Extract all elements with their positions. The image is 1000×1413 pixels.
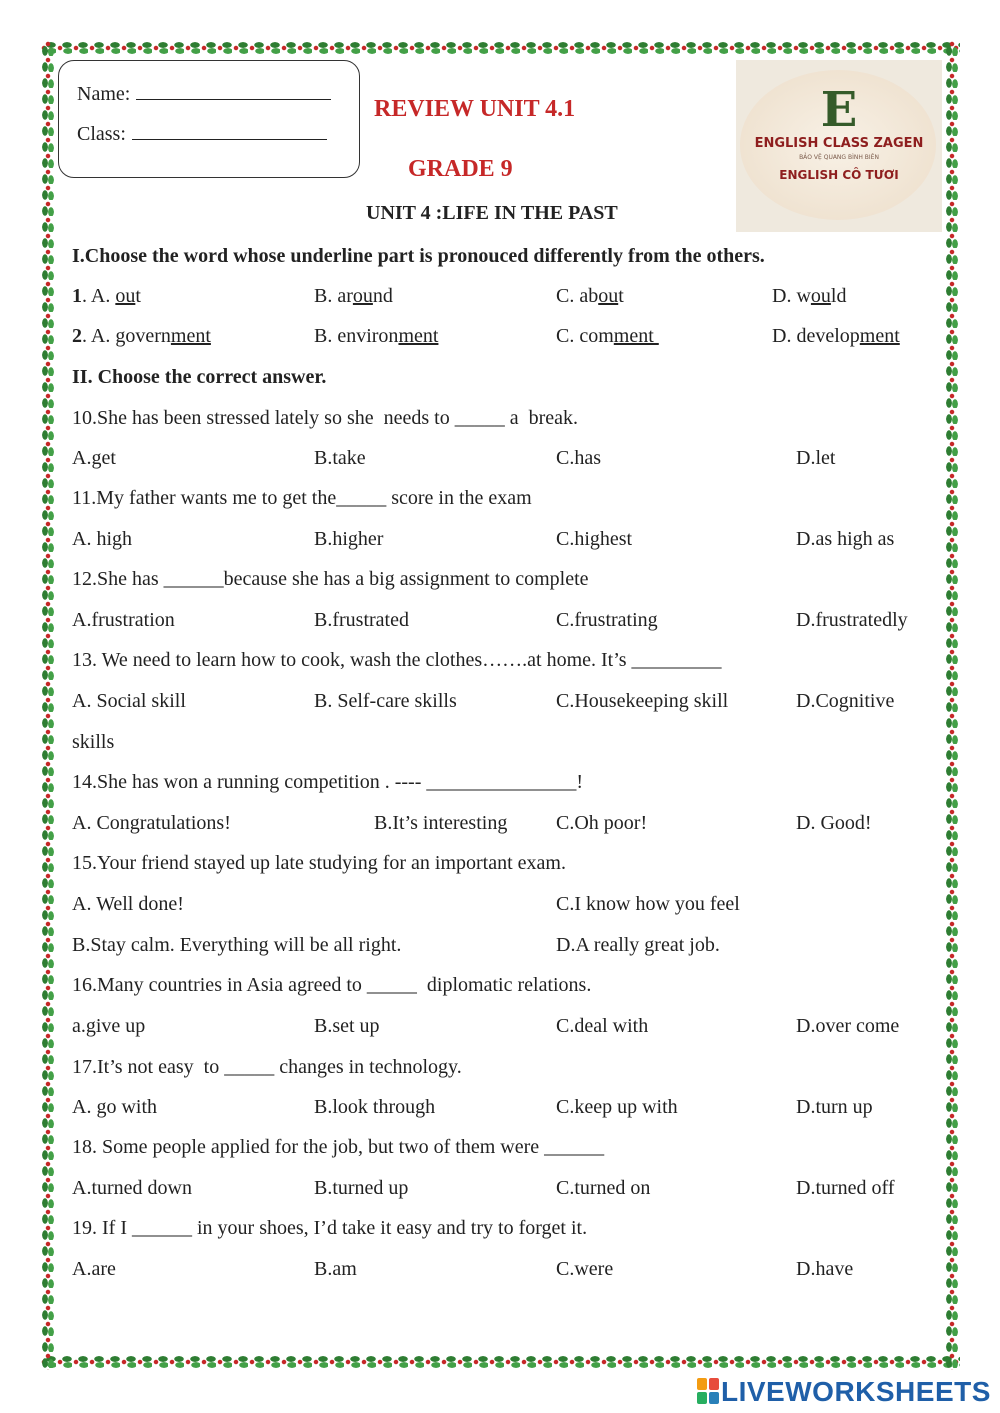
q18-option-d[interactable]: D.turned off <box>796 1177 895 1199</box>
name-field <box>77 81 331 106</box>
q2-c-underline: ment <box>613 325 659 347</box>
q1-a-post: t <box>135 285 141 307</box>
q12-option-c[interactable]: C.frustrating <box>556 609 658 631</box>
q12-stem: 12.She has ______because she has a big assignment to complete <box>72 568 589 590</box>
q1-option-b[interactable] <box>314 284 393 308</box>
q17-option-a[interactable]: A. go with <box>72 1096 157 1118</box>
q15-option-d[interactable]: D.A really great job. <box>556 934 720 956</box>
q16-stem: 16.Many countries in Asia agreed to _____ diplomatic relations. <box>72 974 592 996</box>
class-logo <box>736 60 942 232</box>
holly-border-top <box>40 40 960 56</box>
q2-d-pre: D. develop <box>772 325 860 347</box>
q13-stem: 13. We need to learn how to cook, wash the clothes…….at home. It’s _________ <box>72 649 722 671</box>
q1-b-underline: ou <box>352 285 373 307</box>
name-label: Name: <box>77 83 131 105</box>
q2-option-a[interactable] <box>72 324 211 348</box>
liveworksheets-badge-icon <box>697 1378 719 1404</box>
q19-stem: 19. If I ______ in your shoes, I’d take it easy and try to forget it. <box>72 1217 588 1239</box>
review-title: REVIEW UNIT 4.1 <box>374 96 576 122</box>
q1-number: 1 <box>72 285 82 307</box>
q2-a-pre: . A. govern <box>82 325 171 347</box>
q13-option-d[interactable]: D.Cognitive <box>796 690 895 712</box>
section1-heading: I.Choose the word whose underline part is pronouced differently from the others. <box>72 245 765 267</box>
q15-stem: 15.Your friend stayed up late studying for an important exam. <box>72 852 566 874</box>
q14-option-c[interactable]: C.Oh poor! <box>556 812 648 834</box>
q1-d-underline: ou <box>810 285 831 307</box>
name-blank[interactable] <box>136 81 331 100</box>
section2-heading: II. Choose the correct answer. <box>72 366 327 388</box>
q14-option-d[interactable]: D. Good! <box>796 812 872 834</box>
q13-option-b[interactable]: B. Self-care skills <box>314 690 457 712</box>
grade-title: GRADE 9 <box>408 156 513 182</box>
q1-c-post: t <box>618 285 624 307</box>
q12-option-b[interactable]: B.frustrated <box>314 609 409 631</box>
q16-option-c[interactable]: C.deal with <box>556 1015 649 1037</box>
q2-option-d[interactable] <box>772 324 900 348</box>
q14-stem: 14.She has won a running competition . ---- _______________! <box>72 771 584 793</box>
q19-option-c[interactable]: C.were <box>556 1258 614 1280</box>
q15-option-a[interactable]: A. Well done! <box>72 893 184 915</box>
class-blank[interactable] <box>132 121 327 140</box>
holly-border-left <box>40 40 56 1370</box>
q1-option-a[interactable] <box>72 284 141 308</box>
holly-border-right <box>944 40 960 1370</box>
q11-option-c[interactable]: C.highest <box>556 528 633 550</box>
q1-a-pre: . A. <box>82 285 116 307</box>
q1-option-d[interactable] <box>772 284 846 308</box>
q2-number: 2 <box>72 325 82 347</box>
q1-c-underline: ou <box>598 285 619 307</box>
q15-option-c[interactable]: C.I know how you feel <box>556 893 740 915</box>
q18-stem: 18. Some people applied for the job, but two of them were ______ <box>72 1136 605 1158</box>
q2-a-underline: ment <box>170 325 211 347</box>
q13-option-c[interactable]: C.Housekeeping skill <box>556 690 729 712</box>
q19-option-a[interactable]: A.are <box>72 1258 116 1280</box>
q2-b-underline: ment <box>398 325 439 347</box>
q1-d-post: ld <box>830 285 847 307</box>
q2-d-underline: ment <box>859 325 900 347</box>
q17-option-b[interactable]: B.look through <box>314 1096 436 1118</box>
class-label: Class: <box>77 123 126 145</box>
q18-option-c[interactable]: C.turned on <box>556 1177 651 1199</box>
q10-option-b[interactable]: B.take <box>314 447 366 469</box>
q14-option-a[interactable]: A. Congratulations! <box>72 812 231 834</box>
q11-stem: 11.My father wants me to get the_____ score in the exam <box>72 487 532 509</box>
q10-option-c[interactable]: C.has <box>556 447 601 469</box>
q10-option-a[interactable]: A.get <box>72 447 116 469</box>
q13-option-a[interactable]: A. Social skill <box>72 690 186 712</box>
q11-option-b[interactable]: B.higher <box>314 528 384 550</box>
q19-option-d[interactable]: D.have <box>796 1258 854 1280</box>
q11-option-a[interactable]: A. high <box>72 528 132 550</box>
q11-option-d[interactable]: D.as high as <box>796 528 895 550</box>
q2-c-pre: C. com <box>556 325 614 347</box>
unit-title: UNIT 4 :LIFE IN THE PAST <box>366 202 618 224</box>
logo-small-text: BẢO VỆ QUANG BÌNH BIÊN <box>799 154 879 161</box>
q1-b-pre: B. ar <box>314 285 353 307</box>
q16-option-b[interactable]: B.set up <box>314 1015 380 1037</box>
holly-border-bottom <box>40 1354 960 1370</box>
q1-c-pre: C. ab <box>556 285 599 307</box>
q18-option-b[interactable]: B.turned up <box>314 1177 409 1199</box>
q17-stem: 17.It’s not easy to _____ changes in technology. <box>72 1056 462 1078</box>
q14-option-b[interactable]: B.It’s interesting <box>374 812 508 834</box>
q17-option-c[interactable]: C.keep up with <box>556 1096 678 1118</box>
q2-b-pre: B. environ <box>314 325 399 347</box>
q17-option-d[interactable]: D.turn up <box>796 1096 873 1118</box>
q16-option-a[interactable]: a.give up <box>72 1015 146 1037</box>
q15-option-b[interactable]: B.Stay calm. Everything will be all right. <box>72 934 402 956</box>
class-field <box>77 121 327 146</box>
q1-option-c[interactable] <box>556 284 624 308</box>
student-info-box <box>58 60 360 178</box>
logo-line1: ENGLISH CLASS ZAGEN <box>754 136 924 151</box>
q18-option-a[interactable]: A.turned down <box>72 1177 192 1199</box>
q2-option-c[interactable] <box>556 324 659 348</box>
q16-option-d[interactable]: D.over come <box>796 1015 900 1037</box>
q19-option-b[interactable]: B.am <box>314 1258 357 1280</box>
q10-option-d[interactable]: D.let <box>796 447 836 469</box>
q10-stem: 10.She has been stressed lately so she needs to _____ a break. <box>72 407 578 429</box>
q1-d-pre: D. w <box>772 285 811 307</box>
q12-option-a[interactable]: A.frustration <box>72 609 175 631</box>
logo-line2: ENGLISH CÔ TƯƠI <box>779 168 899 182</box>
q12-option-d[interactable]: D.frustratedly <box>796 609 908 631</box>
q2-option-b[interactable] <box>314 324 438 348</box>
q13-option-d-continued: skills <box>72 731 115 753</box>
q1-a-underline: ou <box>115 285 136 307</box>
q1-b-post: nd <box>372 285 393 307</box>
liveworksheets-brand: LIVEWORKSHEETS <box>721 1376 991 1407</box>
logo-letter: E <box>820 82 858 138</box>
